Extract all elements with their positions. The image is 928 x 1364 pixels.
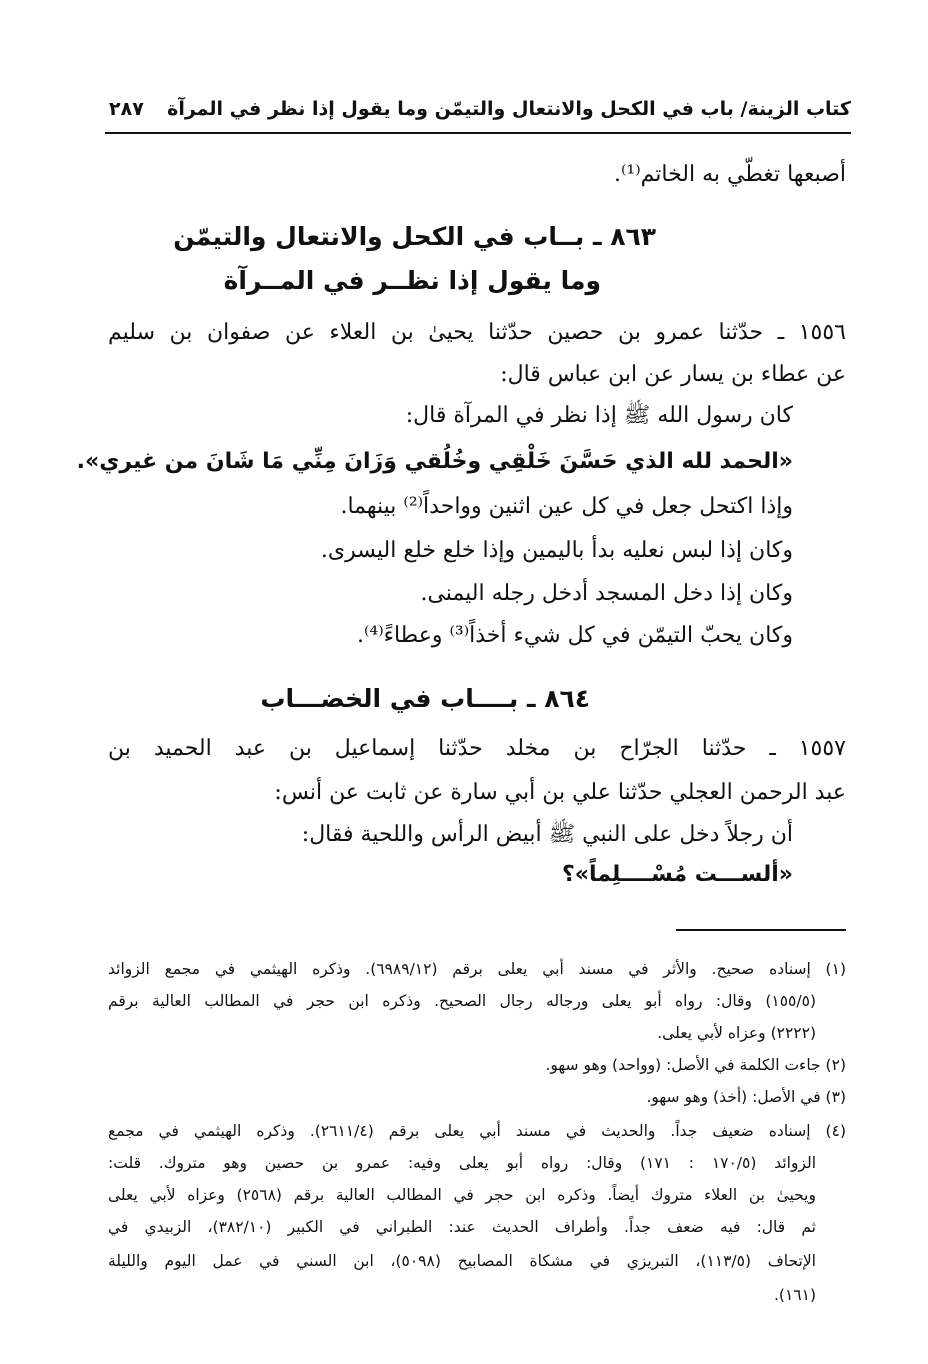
footnote-4-line2: الزوائد (١٧٠/٥ : ١٧١) وقال: رواه أبو يعلى وفيه: عمرو بن حصين وهو متروك. قلت: <box>108 1154 817 1172</box>
footnote-divider <box>676 929 846 931</box>
hadith-1557-text-line2: «ألســـت مُسْــــلِماً»؟ <box>562 862 793 887</box>
header-title: كتاب الزينة/ باب في الكحل والانتعال والتيمّن وما يقول إذا نظر في المرآة <box>167 98 851 120</box>
footnote-4-line6: (١٦١). <box>773 1286 816 1304</box>
footnote-4-line3: ويحيىٰ بن العلاء متروك أيضاً. وذكره ابن حجر في المطالب العالية برقم (٢٥٦٨) وعزاه لأبي يعلى <box>108 1186 816 1204</box>
page-number: ٢٨٧ <box>109 98 144 120</box>
header-divider <box>105 132 851 134</box>
footnote-4-line4: ثم قال: فيه ضعف جداً. وأطراف الحديث عند: الطبراني في الكبير (٣٨٢/١٠)، الزبيدي في <box>108 1218 816 1236</box>
footnote-4-line5: الإتحاف (١١٣/٥)، التبريزي في مشكاة المصابيح (٥٠٩٨)، ابن السني في عمل اليوم والليلة <box>108 1252 816 1270</box>
hadith-1556-text-line6: وكان يحبّ التيمّن في كل شيء أخذاً⁽³⁾ وعطاءً⁽⁴⁾. <box>357 623 793 648</box>
footnote-1-line2: (١٥٥/٥) وقال: رواه أبو يعلى ورجاله رجال الصحيح. وذكره ابن حجر في المطالب العالية برقم <box>108 992 816 1010</box>
running-header <box>105 96 851 132</box>
hadith-1556-isnad-line2: عن عطاء بن يسار عن ابن عباس قال: <box>500 362 846 387</box>
hadith-1556-text-line5: وكان إذا دخل المسجد أدخل رجله اليمنى. <box>420 581 793 606</box>
hadith-1556-text-line4: وكان إذا لبس نعليه بدأ باليمين وإذا خلع خلع اليسرى. <box>320 538 793 563</box>
footnote-2: (٢) جاءت الكلمة في الأصل: (وواحد) وهو سهو. <box>545 1056 846 1074</box>
chapter-864-title: ٨٦٤ ـ بــــاب في الخضـــاب <box>260 684 590 713</box>
footnote-4-line1: (٤) إسناده ضعيف جداً. والحديث في مسند أبي يعلى برقم (٢٦١١/٤). وذكره الهيثمي في مجمع <box>108 1122 846 1140</box>
footnote-3: (٣) في الأصل: (أخذ) وهو سهو. <box>646 1088 846 1106</box>
hadith-1556-text-line2: «الحمد لله الذي حَسَّنَ خَلْقِي وخُلُقي وَزَانَ مِنِّي مَا شَانَ من غيري». <box>76 449 793 474</box>
hadith-1556-text-line3: وإذا اكتحل جعل في كل عين اثنين وواحداً⁽²⁾ بينهما. <box>340 494 793 519</box>
chapter-863-title-line2: وما يقول إذا نظــر في المــرآة <box>223 266 601 295</box>
chapter-863-title-line1: ٨٦٣ ـ بــاب في الكحل والانتعال والتيمّن <box>173 222 656 251</box>
footnote-1-line3: (٢٢٢٢) وعزاه لأبي يعلى. <box>657 1024 816 1042</box>
hadith-1557-text-line1: أن رجلاً دخل على النبي ﷺ أبيض الرأس واللحية فقال: <box>301 822 793 847</box>
intro-line: أصبعها تغطّي به الخاتم⁽¹⁾. <box>613 162 846 187</box>
hadith-1557-isnad-line2: عبد الرحمن العجلي حدّثنا علي بن أبي سارة عن ثابت عن أنس: <box>274 780 846 805</box>
hadith-1556-isnad-line1: ١٥٥٦ ـ حدّثنا عمرو بن حصين حدّثنا يحيىٰ بن العلاء عن صفوان بن سليم <box>108 320 846 345</box>
hadith-1557-isnad-line1: ١٥٥٧ ـ حدّثنا الجرّاح بن مخلد حدّثنا إسماعيل بن عبد الحميد بن <box>108 736 846 761</box>
footnote-1-line1: (١) إسناده صحيح. والأثر في مسند أبي يعلى برقم (٦٩٨٩/١٢). وذكره الهيثمي في مجمع الزوائد <box>108 960 846 978</box>
hadith-1556-text-line1: كان رسول الله ﷺ إذا نظر في المرآة قال: <box>405 403 793 428</box>
